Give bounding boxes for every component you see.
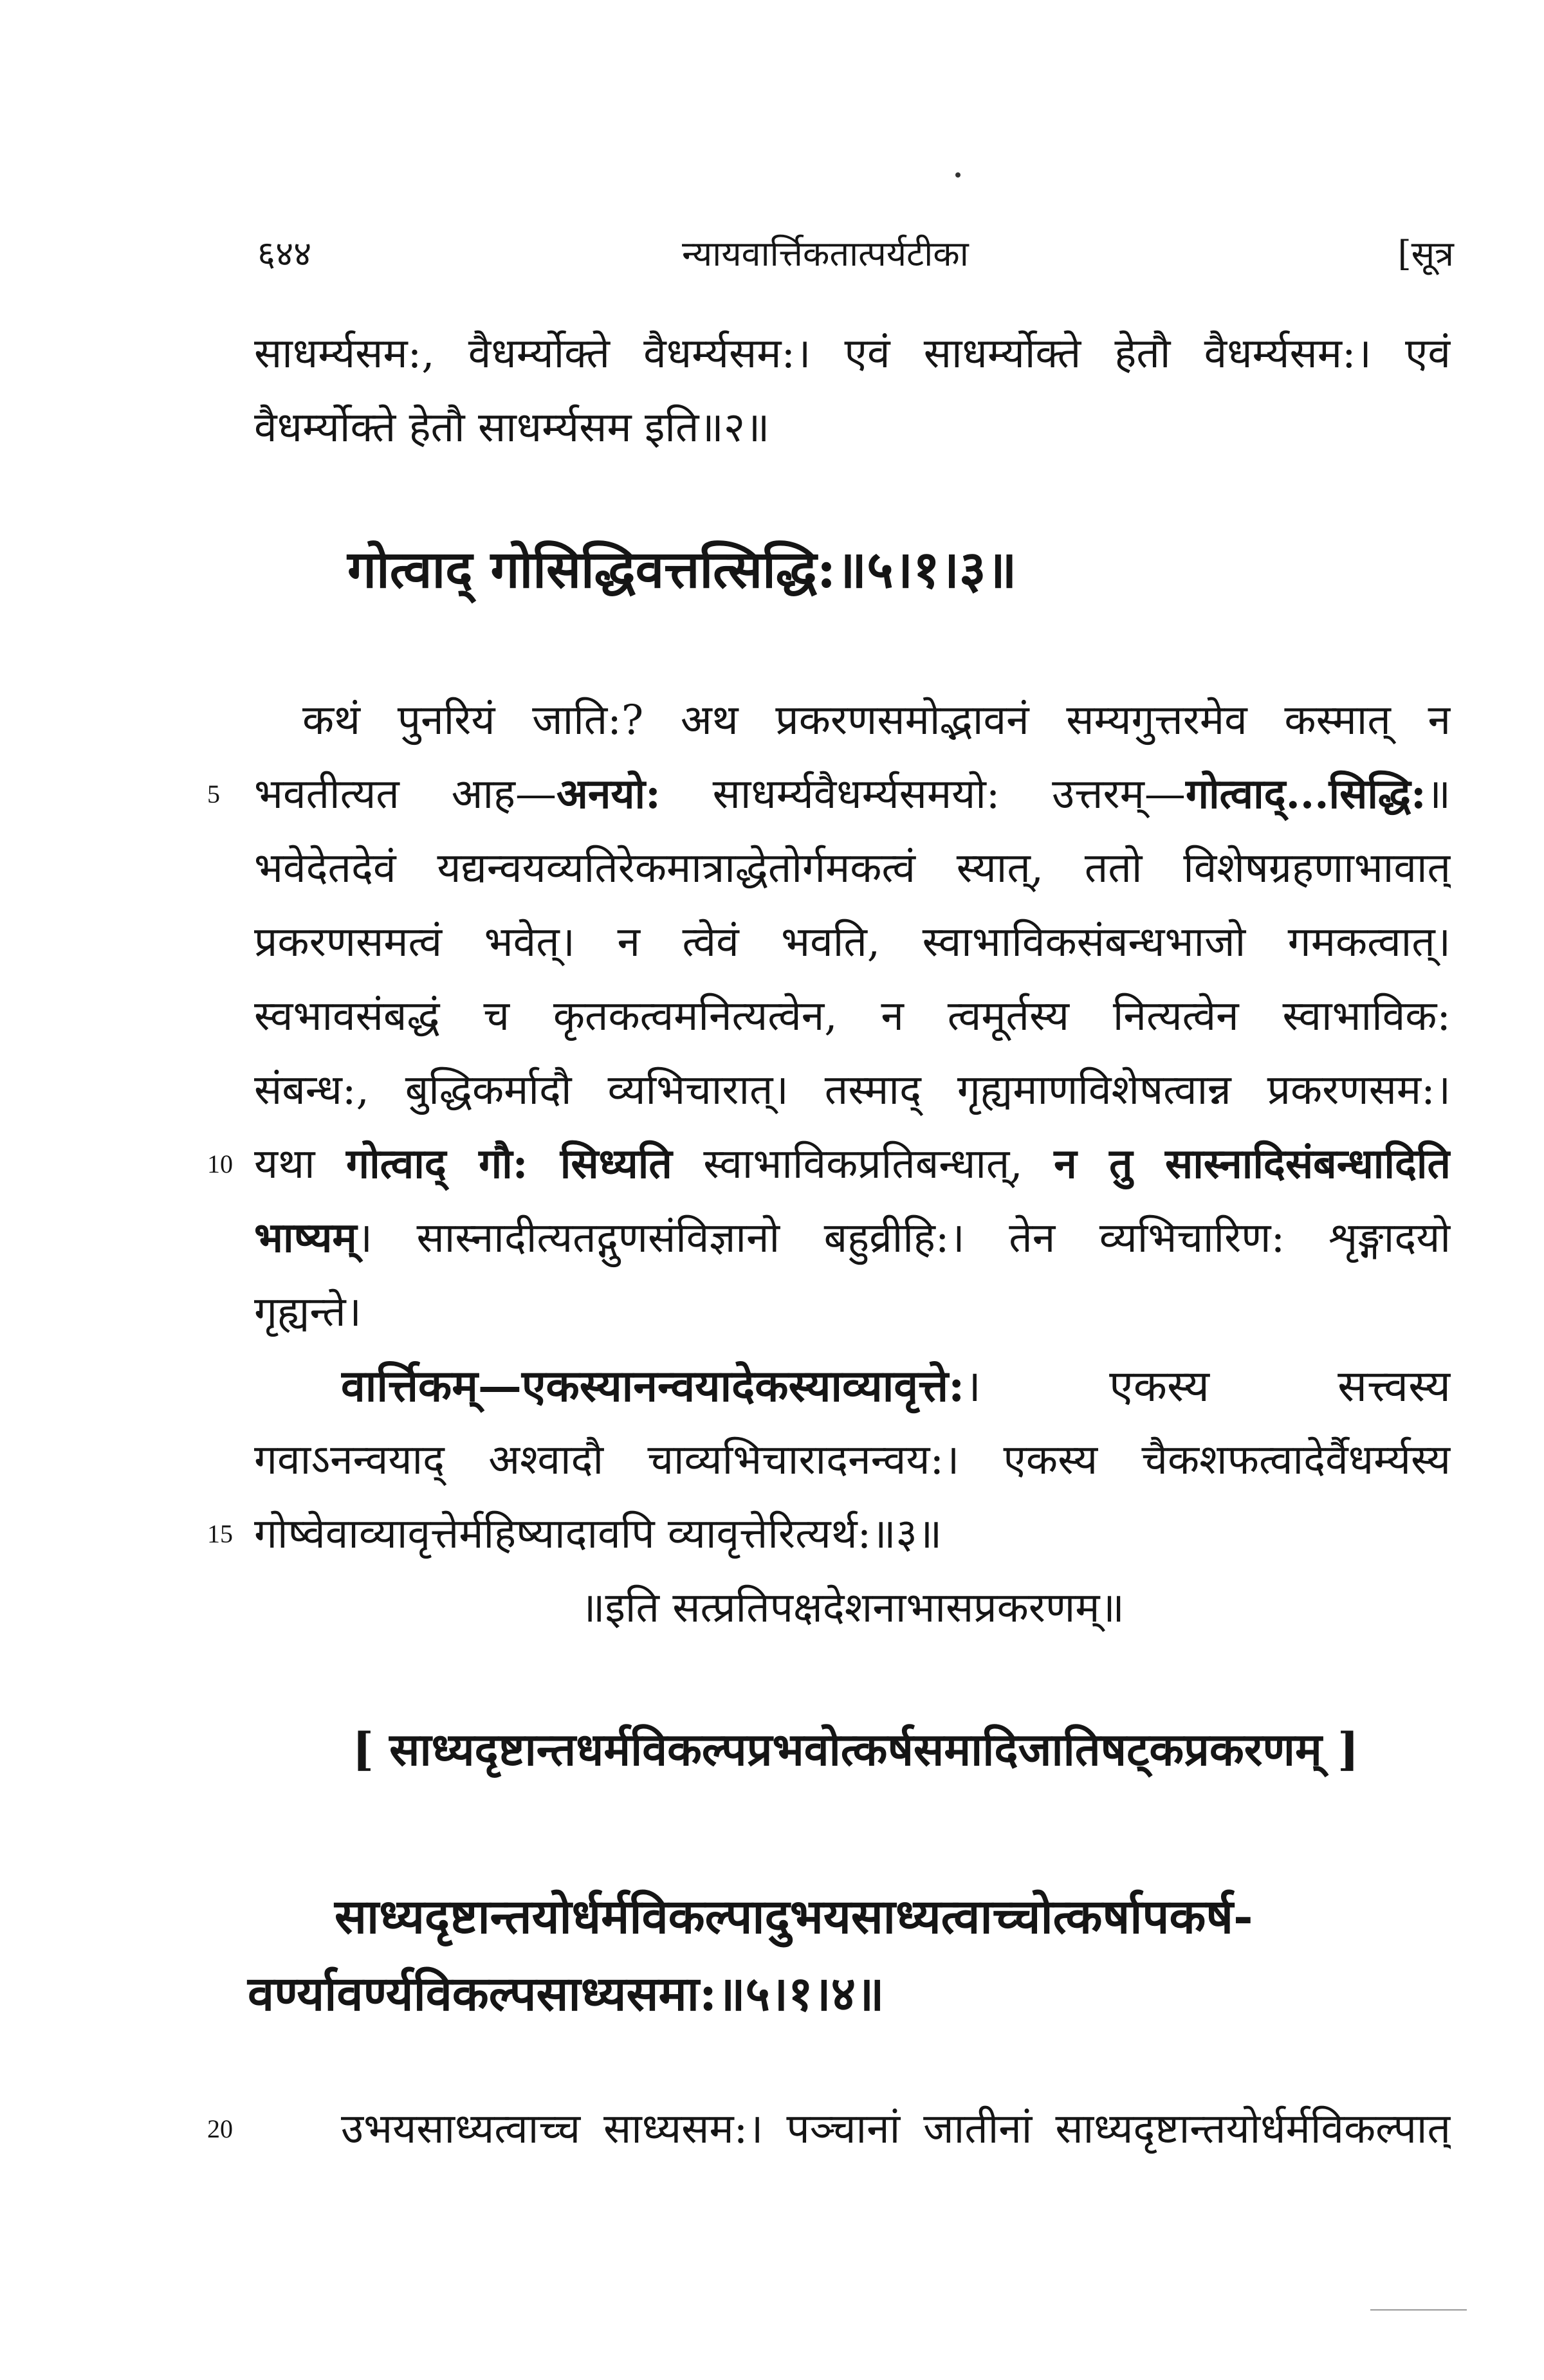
section-heading: [ साध्यदृष्टान्तधर्मविकल्पप्रभवोत्कर्षसमादिजातिषट्कप्रकरणम् ]	[352, 1723, 1359, 1776]
scan-speck	[955, 172, 960, 178]
line-number-10: 10	[207, 1149, 233, 1178]
commentary-line-1: कथं पुनरियं जाति:? अथ प्रकरणसमोद्भावनं सम्यगुत्तरमेव कस्मात् न	[302, 697, 1451, 744]
sutra-heading-3: गोत्वाद् गोसिद्धिवत्तत्सिद्धि:॥५।१।३॥	[347, 539, 1017, 600]
scan-smudge	[1370, 2309, 1467, 2311]
line-number-15: 15	[207, 1519, 233, 1548]
commentary-line-7: यथा गोत्वाद् गौ: सिध्यति स्वाभाविकप्रतिबन्धात्, न तु सास्नादिसंबन्धादिति	[254, 1140, 1451, 1188]
section-marker: [सूत्र	[1397, 233, 1454, 274]
commentary-line-12: गोष्वेवाव्यावृत्तेर्महिष्यादावपि व्यावृत्तेरित्यर्थ:॥३॥	[254, 1510, 942, 1558]
section-colophon: ॥इति सत्प्रतिपक्षदेशनाभासप्रकरणम्॥	[580, 1584, 1125, 1632]
commentary-line-11: गवाऽनन्वयाद् अश्वादौ चाव्यभिचारादनन्वय:। एकस्य चैकशफत्वादेर्वैधर्म्यस्य	[254, 1436, 1451, 1484]
line-number-20: 20	[207, 2114, 233, 2143]
commentary-line-9: गृह्यन्ते।	[254, 1288, 362, 1336]
text-line-1: साधर्म्यसम:, वैधर्म्योक्ते वैधर्म्यसम:। एवं साधर्म्योक्ते हेतौ वैधर्म्यसम:। एवं	[254, 330, 1451, 378]
running-title: न्यायवार्त्तिकतात्पर्यटीका	[682, 233, 969, 274]
vartika-line: वार्त्तिकम्—एकस्यानन्वयादेकस्याव्यावृत्ते:। एकस्य सत्त्वस्य	[341, 1360, 1451, 1412]
text-line-2: वैधर्म्योक्ते हेतौ साधर्म्यसम इति॥२॥	[254, 404, 770, 452]
commentary-line-8: भाष्यम्। सास्नादीत्यतद्गुणसंविज्ञानो बहुव्रीहि:। तेन व्यभिचारिण: शृङ्गादयो	[254, 1214, 1451, 1262]
commentary-line-4: प्रकरणसमत्वं भवेत्। न त्वेवं भवति, स्वाभाविकसंबन्धभाजो गमकत्वात्।	[254, 919, 1451, 966]
commentary-line-5: स्वभावसंबद्धं च कृतकत्वमनित्यत्वेन, न त्वमूर्तस्य नित्यत्वेन स्वाभाविक:	[254, 993, 1451, 1040]
commentary-last-line: उभयसाध्यत्वाच्च साध्यसम:। पञ्चानां जातीनां साध्यदृष्टान्तयोर्धर्मविकल्पात्	[341, 2105, 1451, 2153]
sutra-heading-4-line-1: साध्यदृष्टान्तयोर्धर्मविकल्पादुभयसाध्यत्वाच्चोत्कर्षापकर्ष-	[335, 1889, 1253, 1945]
page-number: ६४४	[257, 233, 312, 274]
commentary-line-3: भवेदेतदेवं यद्यन्वयव्यतिरेकमात्राद्धेतोर्गमकत्वं स्यात्, ततो विशेषग्रहणाभावात्	[254, 845, 1451, 892]
commentary-line-6: संबन्ध:, बुद्धिकर्मादौ व्यभिचारात्। तस्माद् गृह्यमाणविशेषत्वान्न प्रकरणसम:।	[254, 1066, 1451, 1114]
sutra-heading-4-line-2: वर्ण्यावर्ण्यविकल्पसाध्यसमा:॥५।१।४॥	[248, 1966, 885, 2022]
line-number-5: 5	[207, 780, 220, 809]
commentary-line-2: भवतीत्यत आह—अनयो: साधर्म्यवैधर्म्यसमयो: उत्तरम्—गोत्वाद्...सिद्धि:॥	[254, 770, 1451, 818]
